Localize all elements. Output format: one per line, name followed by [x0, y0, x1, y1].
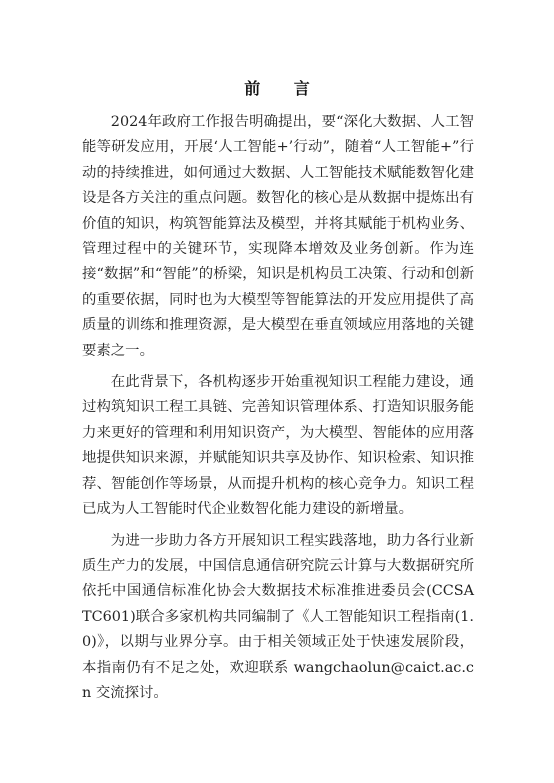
paragraph-1: 2024年政府工作报告明确提出，要“深化大数据、人工智能等研发应用，开展‘人工智能+’行动”，随着“人工智能+”行动的持续推进，如何通过大数据、人工智能技术赋能数智化建设是各方关注的重点问题。数智化的核心是从数据中提炼出有价值的知识，构筑智能算法及模型，并将其赋能于机构业务、管理过程中的关键环节，实现降本增效及业务创新。作为连接“数据”和“智能”的桥梁，知识是机构员工决策、行动和创新的重要依据，同时也为大模型等智能算法的开发应用提供了高质量的训练和推理资源，是大模型在垂直领域应用落地的关键要素之一。 — [82, 114, 474, 359]
paragraph-3: 为进一步助力各方开展知识工程实践落地，助力各行业新质生产力的发展，中国信息通信研究院云计算与大数据研究所依托中国通信标准化协会大数据技术标准推进委员会(CCSA TC601)联合多家机构共同编制了《人工智能知识工程指南(1.0)》，以期与业界分享。由于相关领域正处于快速发展阶段，本指南仍有不足之处，欢迎联系 wangchaolun@caict.ac.cn 交流探讨。 — [82, 532, 474, 701]
page-title: 前 言 — [244, 79, 324, 98]
preface-body — [82, 110, 474, 706]
paragraph-2: 在此背景下，各机构逐步开始重视知识工程能力建设，通过构筑知识工程工具链、完善知识管理体系、打造知识服务能力来更好的管理和利用知识资产，为大模型、智能体的应用落地提供知识来源，并赋能知识共享及协作、知识检索、知识推荐、智能创作等场景，从而提升机构的核心竞争力。知识工程已成为人工智能时代企业数智化能力建设的新增量。 — [82, 374, 474, 518]
